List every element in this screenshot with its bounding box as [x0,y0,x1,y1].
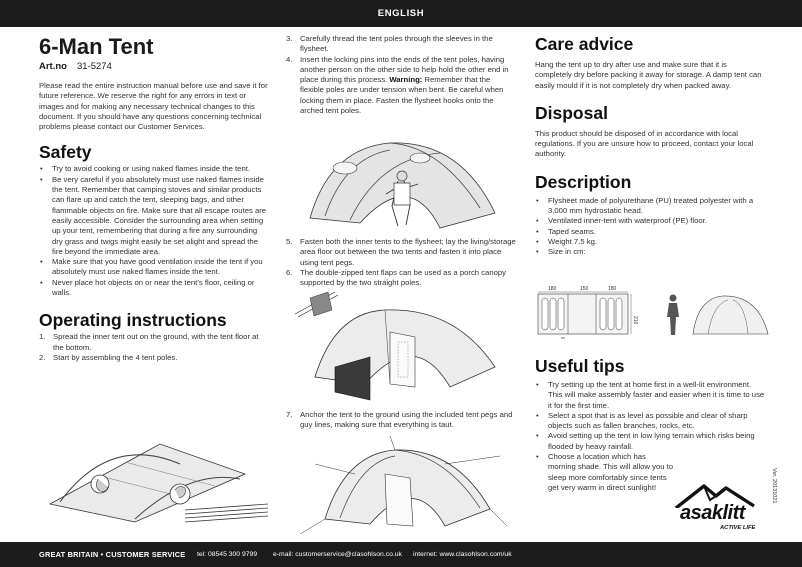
list-item: • Make sure that you have good ventilation inside the tent if you absolutely must use naked flames inside the tent. [39,257,269,278]
article-number [39,61,269,72]
operating-steps-3 [286,237,516,288]
intro-text: Please read the entire instruction manual before use and save it for future reference. We reserve the right for any errors in text or images and for making any necessary technical changes to this document. If you should have any questions concerning technical problems please contact our Customer Services. [39,81,268,132]
warning-label: Warning: [389,75,423,85]
description-heading: Description [535,171,632,192]
footer-bar [0,542,802,567]
list-item: 1. Spread the inner tent out on the ground, with the tent floor at the bottom. [39,332,259,352]
list-item: • Select a spot that is as level as possible and clear of sharp objects such as fallen branches, rocks, etc. [535,411,765,432]
care-heading: Care advice [535,34,634,54]
list-item: • Flysheet made of polyurethane (PU) treated polyester with a 3,000 mm hydrostatic head. [535,196,765,217]
care-text: Hang the tent up to dry after use and make sure that it is completely dry before packing it away for storage. A damp tent can easily mould if it is not completely dry when packed away. [535,60,762,90]
list-item: • Avoid setting up the tent in low lying terrain which risks being flooded by heavy rainfall. [535,431,765,452]
column-left [39,34,269,363]
brand-logo [674,482,764,534]
language-label: ENGLISH [377,8,425,19]
size-diagram [533,286,773,344]
list-item: • Never place hot objects on or near the tent’s floor, ceiling or walls. [39,278,269,299]
version-label: Ver. 20131021 [771,468,777,504]
header-bar [0,0,802,27]
dim-width-1: 180 [548,286,557,292]
list-item: 2. Start by assembling the 4 tent poles. [39,352,178,362]
illustration-inner-tents [290,292,515,402]
column-middle [286,34,516,116]
description-list [535,196,765,258]
safety-heading: Safety [39,142,92,163]
column-middle-steps-5-6 [286,237,516,288]
operating-steps-2 [286,34,516,116]
safety-list [39,164,269,298]
list-item: • Choose a location which has morning shade. This will allow you to sleep more comfortably since tents get very warm in direct sunlight! [535,452,675,493]
footer-country: GREAT BRITAIN • CUSTOMER SERVICE [39,550,186,559]
illustration-anchored-tent [295,434,510,538]
column-middle-step-7 [286,410,516,431]
list-item: • Taped seams. [535,227,765,237]
disposal-text: This product should be disposed of in accordance with local regulations. If you are unsure how to proceed, contact your local authority. [535,128,754,159]
art-label: Art.no [39,61,67,72]
art-number: 31-5274 [76,61,112,72]
operating-steps-1 [39,332,269,363]
brand-tagline: ACTIVE LIFE [720,525,756,531]
dim-width-2: 150 [580,286,589,292]
list-item: • Try setting up the tent at home first in a well-lit environment. This will make assembly faster and easier when it is time to use it for the first time. [535,380,765,411]
operating-steps-4 [286,410,516,431]
column-right [535,34,765,258]
operating-heading: Operating instructions [39,310,227,331]
tips-list [535,380,765,493]
list-item: 3. Carefully thread the tent poles through the sleeves in the flysheet. [286,34,493,54]
list-item: • Be very careful if you absolutely must use naked flames inside the tent. Remember that camping stoves and similar products can flare up and catch the tent, sleeping bags, and other flammable objects on fire. Make sure that all escape routes are easily accessible. Consider the surrounding area when setting up your tent, remembering that during a fire any surrounding dry grass and twigs might easily be set alight and spread the fire beyond the immediate area. [39,175,269,257]
dim-marker: ** [561,337,565,343]
list-item: 6. The double-zipped tent flaps can be used as a porch canopy supported by the two straight poles. [286,267,506,288]
column-right-tips [535,356,765,493]
footer-email: e-mail: customerservice@clasohlson.co.uk [273,551,402,558]
tips-heading: Useful tips [535,356,625,376]
footer-website: internet: www.clasohlson.com/uk [413,551,512,558]
disposal-heading: Disposal [535,102,608,123]
list-item: 4. Insert the locking pins into the ends of the tent poles, having another person on the other side to help hold the other end in place during this process. Warning: Remember that the flexible poles are under tension when bent. Be careful when locking them in place. Fasten the flysheet hooks onto the arched tent poles. [286,54,509,116]
dim-depth: 210 [632,316,638,325]
list-item: 7. Anchor the tent to the ground using the included tent pegs and guy lines, making sure that everything is taut. [286,410,513,430]
illustration-inner-tent-poles [40,424,270,524]
brand-name: asaklitt [680,502,745,524]
illustration-flysheet [290,128,515,232]
list-item: • Weight 7.5 kg. [535,237,765,247]
list-item: • Try to avoid cooking or using naked flames inside the tent. [39,164,269,174]
list-item: • Ventilated inner-tent with waterproof (PE) floor. [535,216,765,226]
dim-width-3: 180 [608,286,617,292]
product-title: 6-Man Tent [39,34,154,59]
footer-phone: tel: 08545 300 9799 [197,551,258,558]
list-item: • Size in cm: [535,247,765,257]
list-item: 5. Fasten both the inner tents to the flysheet; lay the living/storage area floor out between the two tents and fasten it into place using tent pegs. [286,237,516,267]
